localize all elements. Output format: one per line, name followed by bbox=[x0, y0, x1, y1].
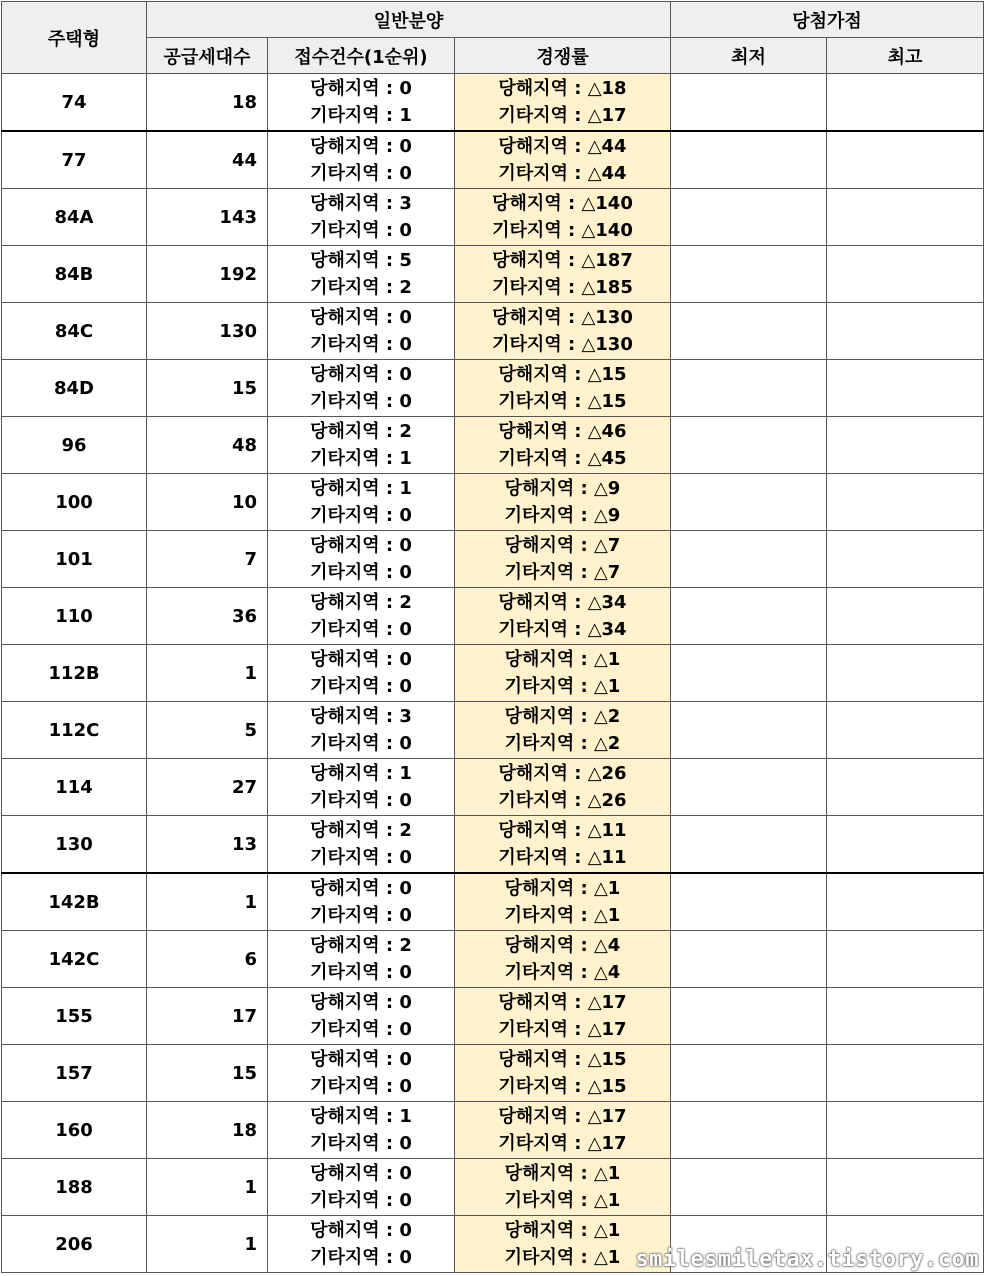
rate-local: 당해지역 : △26 bbox=[498, 763, 627, 784]
cell-type: 84A bbox=[2, 189, 147, 246]
cell-type: 155 bbox=[2, 988, 147, 1045]
apply-other: 기타지역 : 0 bbox=[310, 1076, 412, 1097]
cell-supply: 1 bbox=[147, 1216, 268, 1273]
rate-other: 기타지역 : △1 bbox=[504, 905, 621, 926]
cell-type: 142C bbox=[2, 931, 147, 988]
rate-local: 당해지역 : △2 bbox=[504, 706, 621, 727]
apply-other: 기타지역 : 0 bbox=[310, 790, 412, 811]
apply-local: 당해지역 : 0 bbox=[310, 136, 412, 157]
cell-min-score bbox=[671, 1045, 827, 1102]
cell-apply bbox=[268, 531, 455, 588]
cell-apply bbox=[268, 759, 455, 816]
cell-max-score bbox=[827, 816, 984, 874]
cell-max-score bbox=[827, 873, 984, 931]
table-row bbox=[2, 303, 984, 360]
cell-type: 101 bbox=[2, 531, 147, 588]
cell-supply: 1 bbox=[147, 1159, 268, 1216]
cell-supply: 1 bbox=[147, 645, 268, 702]
apply-local: 당해지역 : 2 bbox=[310, 820, 412, 841]
watermark: smilesmiletax.tistory.com bbox=[635, 1247, 979, 1272]
cell-apply bbox=[268, 303, 455, 360]
rate-other: 기타지역 : △34 bbox=[498, 619, 627, 640]
cell-min-score bbox=[671, 246, 827, 303]
apply-other: 기타지역 : 0 bbox=[310, 847, 412, 868]
rate-local: 당해지역 : △1 bbox=[504, 1220, 621, 1241]
cell-apply bbox=[268, 931, 455, 988]
rate-other: 기타지역 : △1 bbox=[504, 676, 621, 697]
rate-other: 기타지역 : △1 bbox=[504, 1190, 621, 1211]
cell-rate bbox=[455, 1102, 671, 1159]
rate-other: 기타지역 : △1 bbox=[504, 1247, 621, 1268]
table-row bbox=[2, 873, 984, 931]
apply-other: 기타지역 : 0 bbox=[310, 220, 412, 241]
rate-local: 당해지역 : △9 bbox=[504, 478, 621, 499]
rate-other: 기타지역 : △17 bbox=[498, 1133, 627, 1154]
rate-other: 기타지역 : △4 bbox=[504, 962, 621, 983]
rate-local: 당해지역 : △1 bbox=[504, 649, 621, 670]
rate-other: 기타지역 : △45 bbox=[498, 448, 627, 469]
apply-local: 당해지역 : 2 bbox=[310, 592, 412, 613]
rate-other: 기타지역 : △130 bbox=[492, 334, 633, 355]
cell-apply bbox=[268, 131, 455, 189]
cell-apply bbox=[268, 246, 455, 303]
cell-supply: 48 bbox=[147, 417, 268, 474]
table-row bbox=[2, 474, 984, 531]
header-type: 주택형 bbox=[2, 2, 147, 74]
cell-min-score bbox=[671, 588, 827, 645]
cell-min-score bbox=[671, 360, 827, 417]
cell-supply: 15 bbox=[147, 360, 268, 417]
apply-other: 기타지역 : 1 bbox=[310, 105, 412, 126]
rate-local: 당해지역 : △46 bbox=[498, 421, 627, 442]
rate-other: 기타지역 : △140 bbox=[492, 220, 633, 241]
cell-rate bbox=[455, 873, 671, 931]
apply-other: 기타지역 : 0 bbox=[310, 1247, 412, 1268]
apply-local: 당해지역 : 0 bbox=[310, 1049, 412, 1070]
cell-apply bbox=[268, 1159, 455, 1216]
cell-supply: 17 bbox=[147, 988, 268, 1045]
cell-type: 112B bbox=[2, 645, 147, 702]
cell-rate bbox=[455, 931, 671, 988]
cell-max-score bbox=[827, 131, 984, 189]
table-row bbox=[2, 1159, 984, 1216]
cell-max-score bbox=[827, 1102, 984, 1159]
apply-other: 기타지역 : 0 bbox=[310, 1133, 412, 1154]
cell-min-score bbox=[671, 816, 827, 874]
rate-local: 당해지역 : △34 bbox=[498, 592, 627, 613]
cell-type: 112C bbox=[2, 702, 147, 759]
table-row bbox=[2, 417, 984, 474]
cell-min-score bbox=[671, 131, 827, 189]
cell-type: 84C bbox=[2, 303, 147, 360]
rate-other: 기타지역 : △26 bbox=[498, 790, 627, 811]
apply-local: 당해지역 : 0 bbox=[310, 878, 412, 899]
apply-other: 기타지역 : 0 bbox=[310, 391, 412, 412]
rate-other: 기타지역 : △17 bbox=[498, 1019, 627, 1040]
cell-type: 114 bbox=[2, 759, 147, 816]
apply-other: 기타지역 : 0 bbox=[310, 562, 412, 583]
rate-local: 당해지역 : △17 bbox=[498, 1106, 627, 1127]
apply-other: 기타지역 : 0 bbox=[310, 163, 412, 184]
header-rate: 경쟁률 bbox=[455, 38, 671, 74]
rate-local: 당해지역 : △1 bbox=[504, 1163, 621, 1184]
table-row bbox=[2, 816, 984, 874]
cell-rate bbox=[455, 702, 671, 759]
cell-type: 160 bbox=[2, 1102, 147, 1159]
cell-type: 100 bbox=[2, 474, 147, 531]
cell-min-score bbox=[671, 931, 827, 988]
cell-supply: 18 bbox=[147, 1102, 268, 1159]
cell-min-score bbox=[671, 303, 827, 360]
apply-local: 당해지역 : 0 bbox=[310, 364, 412, 385]
header-winning: 당첨가점 bbox=[671, 2, 984, 38]
cell-type: 74 bbox=[2, 74, 147, 132]
rate-local: 당해지역 : △18 bbox=[498, 78, 627, 99]
cell-max-score bbox=[827, 246, 984, 303]
cell-rate bbox=[455, 1045, 671, 1102]
apply-local: 당해지역 : 1 bbox=[310, 1106, 412, 1127]
cell-supply: 7 bbox=[147, 531, 268, 588]
apply-local: 당해지역 : 1 bbox=[310, 478, 412, 499]
cell-apply bbox=[268, 1102, 455, 1159]
cell-type: 188 bbox=[2, 1159, 147, 1216]
cell-max-score bbox=[827, 303, 984, 360]
cell-supply: 15 bbox=[147, 1045, 268, 1102]
cell-min-score bbox=[671, 1102, 827, 1159]
header-min: 최저 bbox=[671, 38, 827, 74]
rate-local: 당해지역 : △17 bbox=[498, 992, 627, 1013]
rate-other: 기타지역 : △2 bbox=[504, 733, 621, 754]
rate-other: 기타지역 : △7 bbox=[504, 562, 621, 583]
cell-rate bbox=[455, 588, 671, 645]
apply-local: 당해지역 : 2 bbox=[310, 421, 412, 442]
cell-apply bbox=[268, 816, 455, 874]
cell-apply bbox=[268, 360, 455, 417]
cell-supply: 130 bbox=[147, 303, 268, 360]
cell-type: 142B bbox=[2, 873, 147, 931]
cell-apply bbox=[268, 588, 455, 645]
rate-other: 기타지역 : △9 bbox=[504, 505, 621, 526]
header-supply: 공급세대수 bbox=[147, 38, 268, 74]
cell-max-score bbox=[827, 189, 984, 246]
rate-local: 당해지역 : △15 bbox=[498, 364, 627, 385]
cell-max-score bbox=[827, 645, 984, 702]
cell-max-score bbox=[827, 988, 984, 1045]
cell-apply bbox=[268, 1045, 455, 1102]
apply-local: 당해지역 : 0 bbox=[310, 649, 412, 670]
rate-other: 기타지역 : △17 bbox=[498, 105, 627, 126]
cell-max-score bbox=[827, 1159, 984, 1216]
rate-local: 당해지역 : △4 bbox=[504, 935, 621, 956]
cell-min-score bbox=[671, 74, 827, 132]
apply-local: 당해지역 : 0 bbox=[310, 1163, 412, 1184]
cell-type: 157 bbox=[2, 1045, 147, 1102]
cell-type: 130 bbox=[2, 816, 147, 874]
table-row bbox=[2, 531, 984, 588]
cell-apply bbox=[268, 645, 455, 702]
cell-max-score bbox=[827, 1045, 984, 1102]
apply-other: 기타지역 : 0 bbox=[310, 334, 412, 355]
table-header bbox=[2, 2, 984, 74]
cell-supply: 192 bbox=[147, 246, 268, 303]
cell-rate bbox=[455, 645, 671, 702]
rate-other: 기타지역 : △44 bbox=[498, 163, 627, 184]
cell-supply: 10 bbox=[147, 474, 268, 531]
cell-rate bbox=[455, 303, 671, 360]
apply-local: 당해지역 : 0 bbox=[310, 307, 412, 328]
apply-local: 당해지역 : 0 bbox=[310, 992, 412, 1013]
table-row bbox=[2, 360, 984, 417]
table-row bbox=[2, 645, 984, 702]
rate-local: 당해지역 : △11 bbox=[498, 820, 627, 841]
table-row bbox=[2, 1102, 984, 1159]
apply-local: 당해지역 : 3 bbox=[310, 193, 412, 214]
cell-supply: 36 bbox=[147, 588, 268, 645]
cell-min-score bbox=[671, 873, 827, 931]
cell-type: 110 bbox=[2, 588, 147, 645]
cell-max-score bbox=[827, 702, 984, 759]
cell-apply bbox=[268, 1216, 455, 1273]
cell-rate bbox=[455, 816, 671, 874]
table-row bbox=[2, 74, 984, 132]
apply-other: 기타지역 : 0 bbox=[310, 905, 412, 926]
cell-supply: 27 bbox=[147, 759, 268, 816]
cell-rate bbox=[455, 417, 671, 474]
table-row bbox=[2, 246, 984, 303]
cell-rate bbox=[455, 246, 671, 303]
cell-type: 206 bbox=[2, 1216, 147, 1273]
cell-max-score bbox=[827, 759, 984, 816]
cell-type: 84B bbox=[2, 246, 147, 303]
rate-other: 기타지역 : △15 bbox=[498, 391, 627, 412]
cell-supply: 1 bbox=[147, 873, 268, 931]
cell-supply: 143 bbox=[147, 189, 268, 246]
table-body bbox=[2, 74, 984, 1273]
apply-other: 기타지역 : 0 bbox=[310, 962, 412, 983]
cell-rate bbox=[455, 531, 671, 588]
apply-other: 기타지역 : 0 bbox=[310, 1019, 412, 1040]
cell-apply bbox=[268, 988, 455, 1045]
apply-local: 당해지역 : 3 bbox=[310, 706, 412, 727]
header-max: 최고 bbox=[827, 38, 984, 74]
table-row bbox=[2, 931, 984, 988]
rate-other: 기타지역 : △185 bbox=[492, 277, 633, 298]
cell-min-score bbox=[671, 759, 827, 816]
cell-min-score bbox=[671, 645, 827, 702]
table-row bbox=[2, 759, 984, 816]
cell-max-score bbox=[827, 588, 984, 645]
rate-local: 당해지역 : △140 bbox=[492, 193, 633, 214]
cell-max-score bbox=[827, 417, 984, 474]
cell-type: 77 bbox=[2, 131, 147, 189]
cell-supply: 18 bbox=[147, 74, 268, 132]
table-row bbox=[2, 1045, 984, 1102]
cell-min-score bbox=[671, 988, 827, 1045]
apply-other: 기타지역 : 0 bbox=[310, 676, 412, 697]
cell-supply: 6 bbox=[147, 931, 268, 988]
cell-rate bbox=[455, 189, 671, 246]
cell-max-score bbox=[827, 360, 984, 417]
cell-rate bbox=[455, 1159, 671, 1216]
rate-other: 기타지역 : △11 bbox=[498, 847, 627, 868]
cell-type: 84D bbox=[2, 360, 147, 417]
cell-rate bbox=[455, 131, 671, 189]
header-apply: 접수건수(1순위) bbox=[268, 38, 455, 74]
cell-rate bbox=[455, 74, 671, 132]
cell-rate bbox=[455, 988, 671, 1045]
rate-local: 당해지역 : △7 bbox=[504, 535, 621, 556]
apply-other: 기타지역 : 0 bbox=[310, 1190, 412, 1211]
table-row bbox=[2, 988, 984, 1045]
apply-local: 당해지역 : 0 bbox=[310, 1220, 412, 1241]
cell-supply: 13 bbox=[147, 816, 268, 874]
rate-local: 당해지역 : △1 bbox=[504, 878, 621, 899]
table-row bbox=[2, 702, 984, 759]
cell-min-score bbox=[671, 417, 827, 474]
cell-rate bbox=[455, 759, 671, 816]
rate-local: 당해지역 : △187 bbox=[492, 250, 633, 271]
apply-local: 당해지역 : 5 bbox=[310, 250, 412, 271]
table-row bbox=[2, 131, 984, 189]
cell-min-score bbox=[671, 702, 827, 759]
cell-apply bbox=[268, 702, 455, 759]
apply-local: 당해지역 : 1 bbox=[310, 763, 412, 784]
cell-apply bbox=[268, 74, 455, 132]
rate-local: 당해지역 : △44 bbox=[498, 136, 627, 157]
apply-other: 기타지역 : 2 bbox=[310, 277, 412, 298]
table-row bbox=[2, 588, 984, 645]
cell-max-score bbox=[827, 531, 984, 588]
apply-local: 당해지역 : 0 bbox=[310, 535, 412, 556]
cell-min-score bbox=[671, 474, 827, 531]
cell-rate bbox=[455, 360, 671, 417]
cell-max-score bbox=[827, 474, 984, 531]
cell-supply: 5 bbox=[147, 702, 268, 759]
cell-apply bbox=[268, 417, 455, 474]
rate-local: 당해지역 : △15 bbox=[498, 1049, 627, 1070]
cell-supply: 44 bbox=[147, 131, 268, 189]
apply-other: 기타지역 : 0 bbox=[310, 619, 412, 640]
cell-min-score bbox=[671, 1159, 827, 1216]
apply-other: 기타지역 : 0 bbox=[310, 733, 412, 754]
apply-local: 당해지역 : 2 bbox=[310, 935, 412, 956]
cell-max-score bbox=[827, 74, 984, 132]
apply-other: 기타지역 : 0 bbox=[310, 505, 412, 526]
table-row bbox=[2, 189, 984, 246]
cell-min-score bbox=[671, 531, 827, 588]
cell-apply bbox=[268, 189, 455, 246]
cell-max-score bbox=[827, 931, 984, 988]
cell-rate bbox=[455, 474, 671, 531]
cell-min-score bbox=[671, 189, 827, 246]
apply-other: 기타지역 : 1 bbox=[310, 448, 412, 469]
cell-apply bbox=[268, 873, 455, 931]
cell-type: 96 bbox=[2, 417, 147, 474]
rate-local: 당해지역 : △130 bbox=[492, 307, 633, 328]
apply-local: 당해지역 : 0 bbox=[310, 78, 412, 99]
rate-other: 기타지역 : △15 bbox=[498, 1076, 627, 1097]
header-general: 일반분양 bbox=[147, 2, 671, 38]
subscription-results-table bbox=[1, 1, 984, 1273]
cell-apply bbox=[268, 474, 455, 531]
